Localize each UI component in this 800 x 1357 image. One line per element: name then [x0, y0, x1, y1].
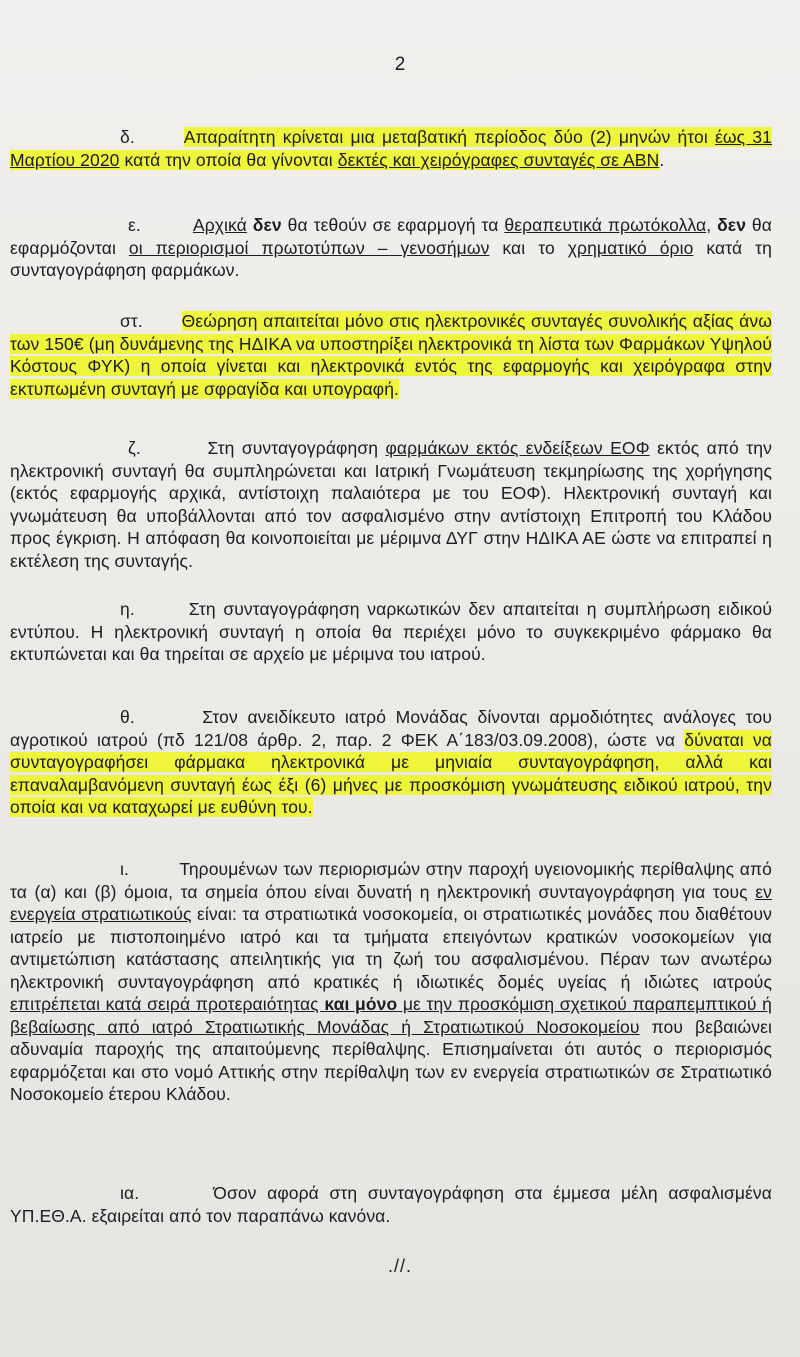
monetary-limit: χρηματικό όριο [567, 237, 694, 258]
paragraph-text: Στη συνταγογράφηση ναρκωτικών δεν απαιτείται η συμπλήρωση ειδικού εντύπου. Η ηλεκτρονική συνταγή η οποία θα περιέχει μόνο το συγκεκριμένο φάρμακο θα εκτυπώνεται και θα τηρείται σε αρχείο με μέριμνα του ιατρού. [10, 599, 773, 664]
paragraph-text: Στον ανειδίκευτο ιατρό Μονάδας δίνονται αρμοδιότητες ανάλογες του αγροτικού ιατρού (πδ 121/08 άρθρ. 2, παρ. 2 ΦΕΚ Α΄183/03.09.2008), ώστε να [10, 707, 772, 750]
bold-only-text: και μόνο [324, 994, 398, 1014]
paragraph-iota [10, 858, 772, 1106]
paragraph-text: που βεβαιώνει αδυναμία παροχής της απαιτούμενης περίθαλψης. Επισημαίνεται ότι αυτός ο περιορισμός εφαρμόζεται και στο νομό Αττικής στην περίθαλψη των εν ενεργεία στρατιωτικών σε Στρατιωτικό Νοσοκομείο έτερου Κλάδου. [10, 1016, 772, 1104]
bold-not: δεν [246, 215, 282, 235]
paragraph-text: και το [489, 237, 568, 258]
paragraph-label: ι. [120, 859, 129, 879]
original-generic-restrictions: οι περιορισμοί πρωτοτύπων – γενοσήμων [128, 237, 490, 258]
paragraph-label: θ. [120, 707, 135, 727]
highlighted-text: δύναται να συνταγογραφήσει φάρμακα ηλεκτρονικά με μηνιαία συνταγογράφηση, αλλά και επαναλαμβανόμενη συνταγή έως έξι (6) μήνες με προσκόμιση γνωμάτευσης ειδικού ιατρού, την οποία και να καταχωρεί με ευθύνη του. [10, 729, 772, 817]
accepted-prescriptions-text: δεκτές και χειρόγραφες συνταγές σε ΑΒΝ [337, 149, 660, 170]
bold-not: δεν [717, 215, 747, 235]
paragraph-text: Τηρουμένων των περιορισμών στην παροχή υγειονομικής περίθαλψης από τα (α) και (β) όμοια, τα σημεία όπου είναι δυνατή η ηλεκτρονική συνταγογράφηση για τους [10, 859, 773, 902]
initially-text: Αρχικά [192, 215, 247, 235]
paragraph-theta [10, 706, 772, 819]
paragraph-text: θα εφαρμόζονται [10, 215, 772, 258]
underlined-text: με την προσκόμιση σχετικού παραπεμπτικού ή βεβαίωσης από ιατρό Στρατιωτικής Μονάδας ή Στρατιωτικού Νοσοκομείου [10, 994, 772, 1037]
underlined-text: επιτρέπεται κατά σειρά προτεραιότητας [10, 994, 325, 1014]
paragraph-stigma [10, 310, 772, 400]
paragraph-text: Στη συνταγογράφηση [207, 438, 386, 458]
paragraph-label: ζ. [128, 438, 141, 458]
paragraph-text: Απαραίτητη κρίνεται μια μεταβατική περίοδος δύο (2) μηνών ήτοι [183, 127, 715, 147]
paragraph-label: ε. [128, 215, 141, 235]
paragraph-text: Θεώρηση απαιτείται μόνο στις ηλεκτρονικές συνταγές συνολικής αξίας άνω των 150€ (μη δυνάμενης της ΗΔΙΚΑ να υποστηρίξει ηλεκτρονικά τη λίστα των Φαρμάκων Υψηλού Κόστους ΦΥΚ) η οποία γίνεται και ηλεκτρονικά εντός της εφαρμογής και χειρόγραφα στην εκτυπωμένη συνταγή με σφραγίδα και υπογραφή. [10, 311, 772, 399]
paragraph-zeta [10, 437, 772, 572]
paragraph-text: κατά την οποία θα γίνονται [119, 149, 338, 170]
therapeutic-protocols: θεραπευτικά πρωτόκολλα [504, 215, 707, 235]
paragraph-label: ια. [120, 1183, 140, 1203]
paragraph-label: η. [120, 599, 135, 619]
deadline-date: έως 31 Μαρτίου 2020 [10, 127, 772, 170]
paragraph-text: εκτός από την ηλεκτρονική συνταγή θα συμπληρώνεται και Ιατρική Γνωμάτευση τεκμηρίωσης της χορήγησης (εκτός εφαρμογής αρχικά, αντίστοιχη παλαιότερα με του ΕΟΦ). Ηλεκτρονική συνταγή και γνωμάτευση θα υποβάλλονται από τον ασφαλισμένο στην αντίστοιχη Επιτροπή του Κλάδου προς έγκριση. Η απόφαση θα κοινοποιείται με μέριμνα ΔΥΓ στην ΗΔΙΚΑ ΑΕ ώστε να επιτραπεί η εκτέλεση της συνταγής. [10, 438, 772, 571]
page-number: 2 [394, 54, 406, 75]
paragraph-epsilon [10, 214, 772, 282]
end-mark: .//. [387, 1256, 412, 1276]
paragraph-eta [10, 598, 772, 666]
paragraph-text: θα τεθούν σε εφαρμογή τα [281, 215, 505, 235]
paragraph-text: . [659, 149, 665, 170]
paragraph-text: κατά τη συνταγογράφηση φαρμάκων. [10, 237, 772, 280]
paragraph-text: Όσον αφορά στη συνταγογράφηση στα έμμεσα μέλη ασφαλισμένα ΥΠ.ΕΘ.Α. εξαιρείται από τον παραπάνω κανόνα. [10, 1183, 772, 1226]
paragraph-label: στ. [120, 311, 143, 331]
off-label-drugs: φαρμάκων εκτός ενδείξεων ΕΟΦ [385, 438, 650, 458]
paragraph-delta [10, 126, 772, 171]
paragraph-text: είναι: τα στρατιωτικά νοσοκομεία, οι στρατιωτικές μονάδες που διαθέτουν ιατρείο με πιστοποιημένο ιατρό και τα τμήματα επειγόντων κρατικών νοσοκομείων για αντιμετώπιση κατάστασης απειλητικής για τη ζωή του ασφαλισμένου. Πέραν των ανωτέρω ηλεκτρονική συνταγογράφηση από κρατικές ή ιδιωτικές δομές υγείας ή ιδιώτες ιατρούς [10, 904, 772, 992]
paragraph-text: , [706, 215, 718, 235]
paragraph-label: δ. [120, 127, 135, 147]
paragraph-iota-alpha [10, 1182, 772, 1227]
active-military-text: εν ενεργεία στρατιωτικούς [10, 881, 772, 924]
